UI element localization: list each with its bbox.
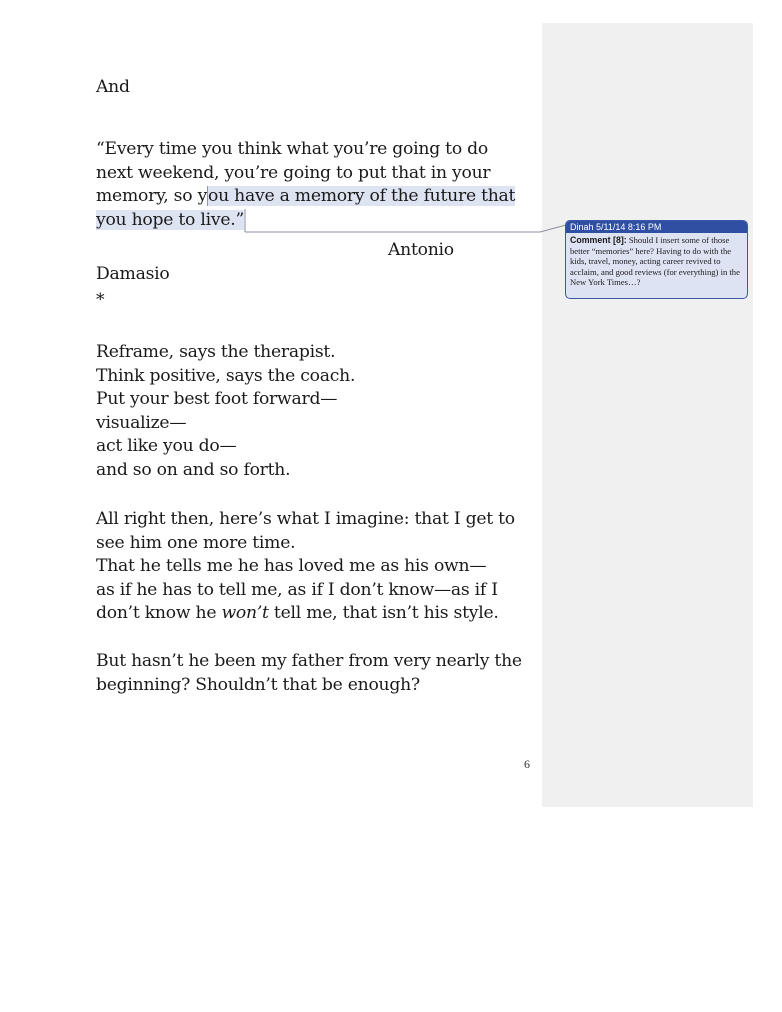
text-line: And (96, 77, 130, 97)
quote-line: next weekend, you’re going to put that in your (96, 162, 491, 183)
quote-text: memory, so y (96, 186, 208, 206)
comment-author-date: Dinah 5/11/14 8:16 PM (566, 221, 747, 233)
text-line: beginning? Shouldn’t that be enough? (96, 674, 420, 695)
comment-body[interactable] (566, 233, 747, 290)
text-line: see him one more time. (96, 532, 296, 553)
section-separator: * (96, 290, 105, 310)
text-line: as if he has to tell me, as if I don’t know—as if I (96, 579, 498, 600)
italic-emphasis: won’t (221, 603, 269, 623)
commented-text-highlight[interactable]: you hope to live.” (96, 209, 244, 230)
text-line (96, 602, 499, 626)
text-line: Put your best foot forward— (96, 389, 338, 409)
comment-balloon[interactable] (565, 220, 748, 299)
page-number: 6 (524, 757, 530, 771)
text-span: tell me, that isn’t his style. (268, 603, 499, 623)
text-line: and so on and so forth. (96, 459, 291, 480)
quote-line: “Every time you think what you’re going to do (96, 139, 488, 159)
text-line: visualize— (96, 412, 187, 433)
text-line: act like you do— (96, 436, 237, 456)
text-line: That he tells me he has loved me as his own— (96, 556, 487, 576)
quote-line (96, 185, 515, 209)
attribution-first-name: Antonio (388, 240, 454, 260)
text-span: don’t know he (96, 603, 222, 623)
comment-label: Comment [8]: (570, 235, 627, 245)
attribution-last-name: Damasio (96, 264, 170, 284)
text-line: But hasn’t he been my father from very nearly the (96, 651, 522, 671)
comment-margin-pane (542, 23, 753, 807)
text-line: All right then, here’s what I imagine: that I get to (96, 509, 515, 529)
text-line: Reframe, says the therapist. (96, 342, 336, 362)
comment-text: Should I insert some of those better “memories” here? Having to do with the kids, travel, money, acting career revived to acclaim, and good reviews (for everything) in the New York Times…? (570, 235, 740, 288)
text-line: Think positive, says the coach. (96, 365, 356, 386)
quote-line (96, 209, 244, 233)
commented-text-highlight[interactable]: ou have a memory of the future that (208, 186, 516, 206)
